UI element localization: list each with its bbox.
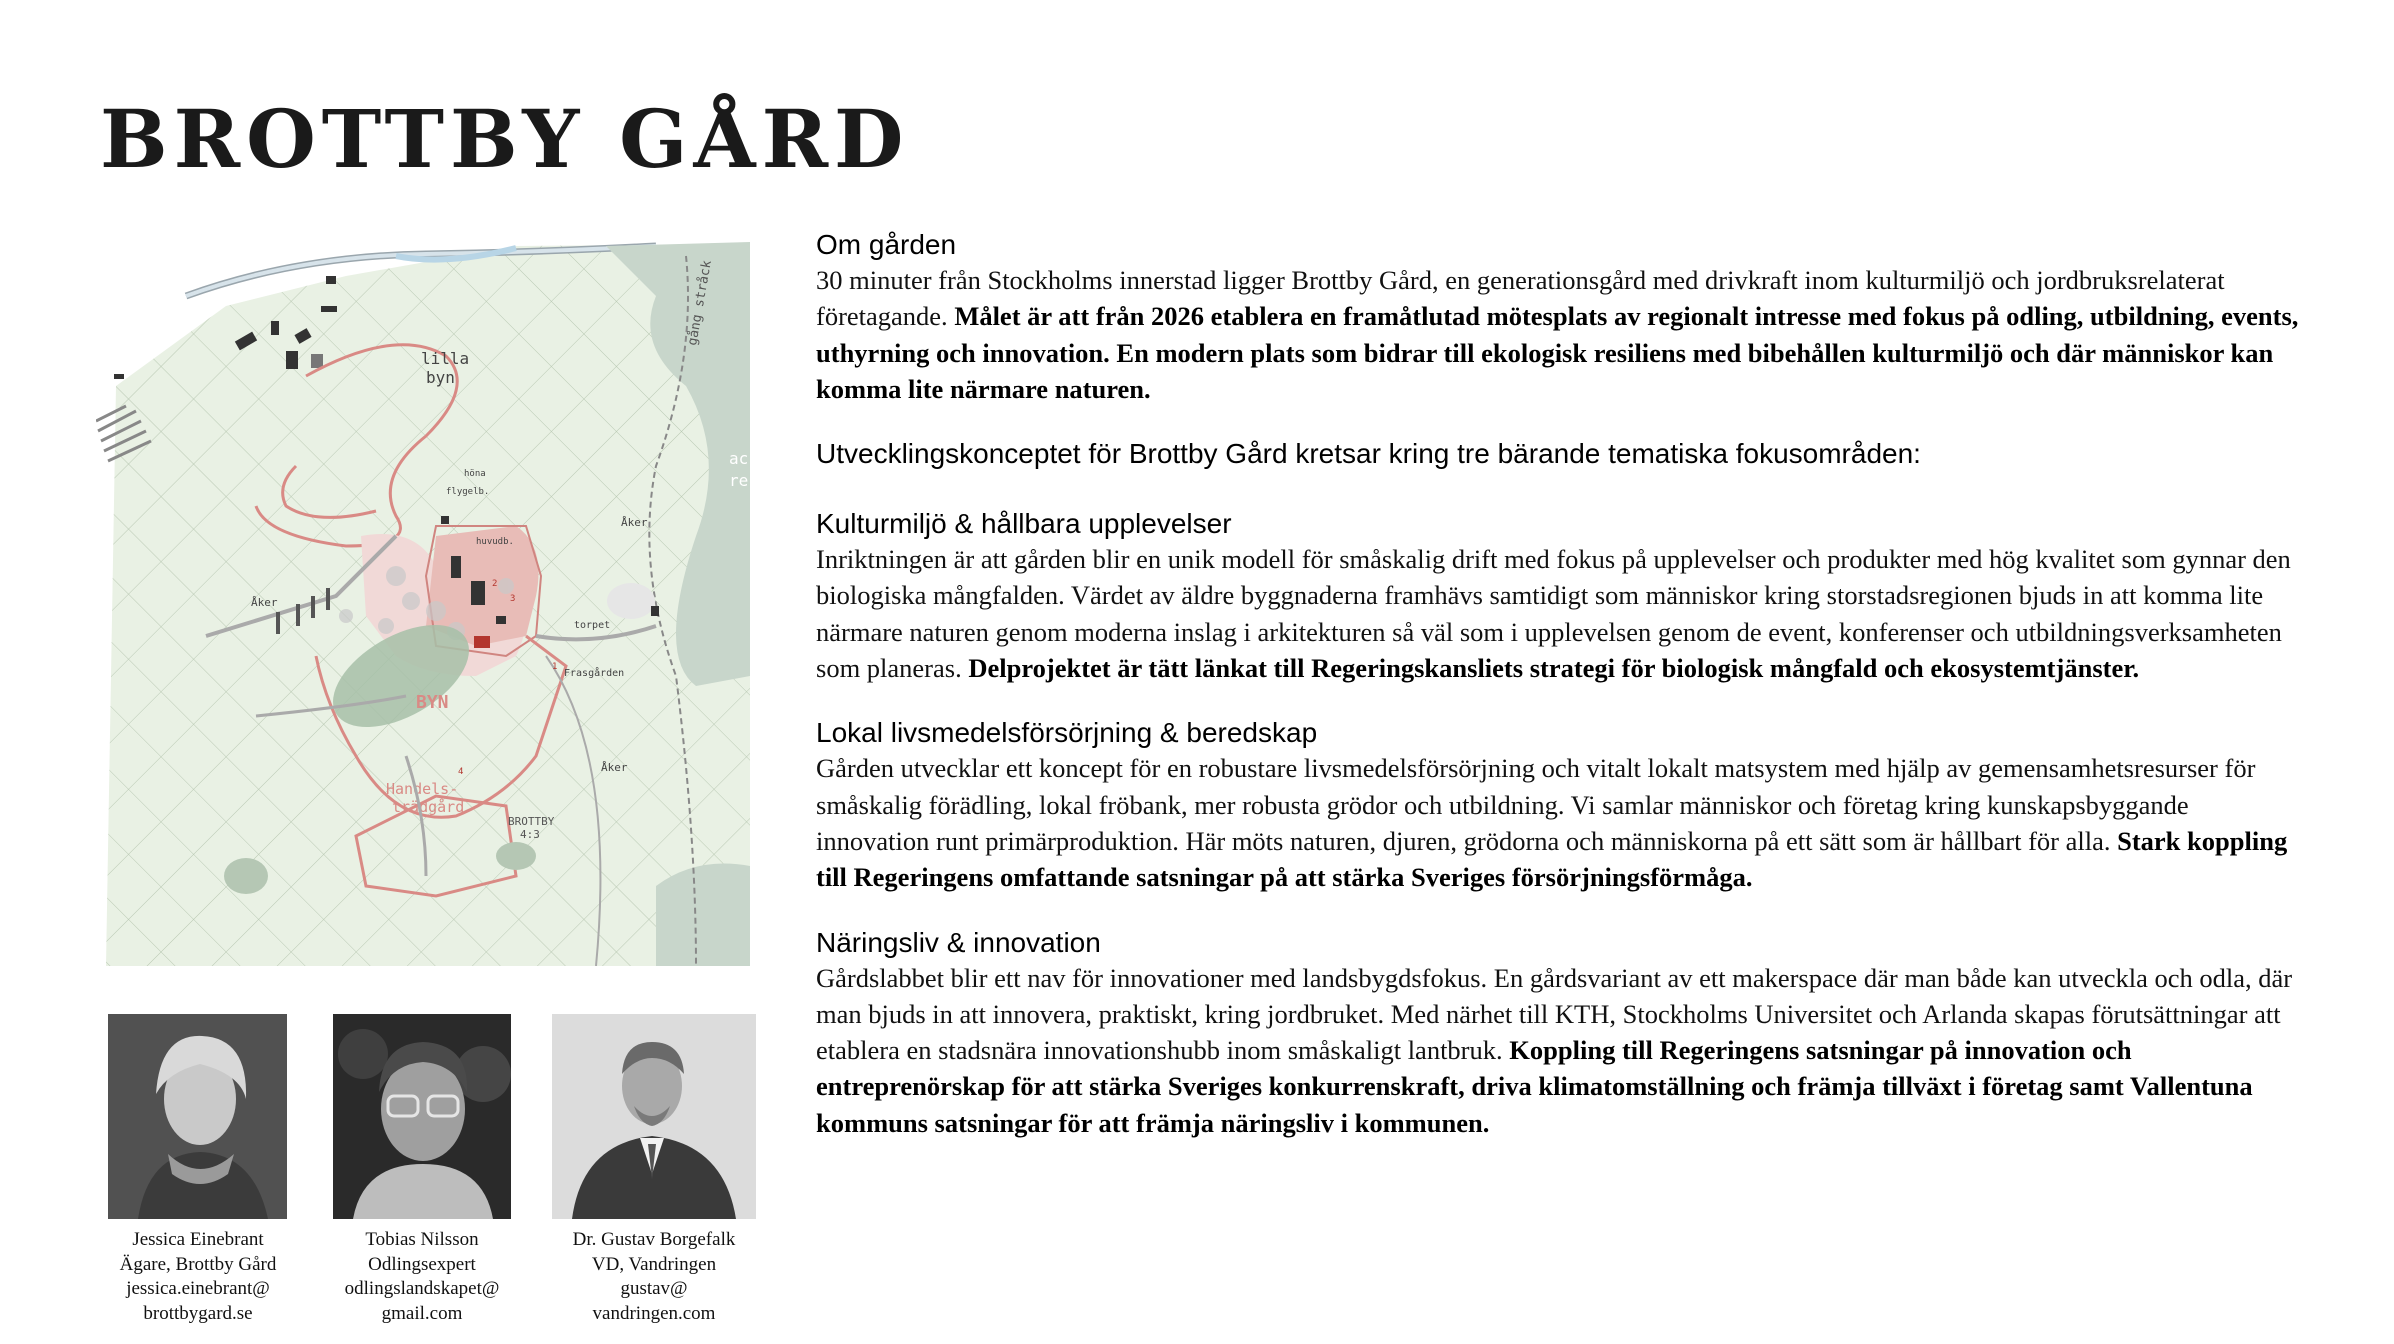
person-role: Odlingsexpert	[368, 1253, 476, 1275]
map-label-aker-2: Åker	[621, 516, 648, 529]
section-heading: Om gården	[816, 229, 957, 260]
person-email-line-2: gmail.com	[381, 1302, 463, 1324]
map-label-lilla: lilla	[421, 349, 470, 368]
map-label-gang: gång stråck	[685, 259, 715, 347]
site-plan-drawing	[96, 236, 750, 966]
map-label-byn-small: byn	[426, 368, 455, 387]
person-role: Ägare, Brottby Gård	[119, 1253, 277, 1275]
map-label-huvudb: huvudb.	[476, 537, 514, 547]
caption-gustav	[534, 1228, 774, 1326]
person-email-line-2: brottbygard.se	[143, 1302, 253, 1324]
map-label-hona: höna	[464, 469, 486, 479]
site-plan-map	[96, 236, 750, 966]
section-paragraph: Gårdslabbet blir ett nav för innovationer med landsbygdsfokus. En gårdsvariant av ett makerspace där man både kan utveckla och odla, där man bjuds in att innovera, praktiskt, kring jordbruket. Med närhet till KTH, Stockholms Universitet och Arlanda skapas förutsättningar att etablera en stadsnära innovationshubb inom småskaligt lantbruk. Koppling till Regeringens satsningar på innovation och entreprenörskap för att stärka Sveriges konkurrenskraft, driva klimatomställning och främja tillväxt i företag samt Vallentuna kommuns satsningar för att främja näringsliv i kommunen.	[816, 962, 2293, 1138]
person-name: Tobias Nilsson	[365, 1229, 479, 1250]
person-name: Jessica Einebrant	[132, 1229, 264, 1250]
section-naringsliv	[816, 926, 2306, 1141]
brottby-gard-logo: BROTTBY GÅRD	[100, 92, 910, 186]
section-kulturmiljo	[816, 507, 2306, 686]
person-role: VD, Vandringen	[591, 1253, 717, 1275]
content-column	[816, 228, 2306, 1171]
section-heading: Lokal livsmedelsförsörjning & beredskap	[816, 717, 1318, 749]
person-email-line-2: vandringen.com	[592, 1302, 716, 1324]
section-paragraph: 30 minuter från Stockholms innerstad ligger Brottby Gård, en generationsgård med drivkraft inom kulturmiljö och jordbruksrelaterat företagande. Målet är att från 2026 etablera en framåtlutad mötesplats av regionalt intresse med fokus på odling, utbildning, events, uthyrning och innovation. En modern plats som bidrar till ekologisk resiliens med bibehållen kulturmiljö och där människor kan komma lite närmare naturen.	[816, 265, 2299, 404]
map-label-byn: BYN	[416, 692, 449, 713]
section-om-garden	[816, 228, 2306, 407]
map-label-tradgard: trädgård	[392, 798, 465, 816]
map-label-num4: 4	[458, 767, 464, 777]
caption-tobias	[302, 1228, 542, 1326]
person-name: Dr. Gustav Borgefalk	[572, 1229, 736, 1250]
caption-jessica	[78, 1228, 318, 1326]
portrait-jessica	[108, 1014, 287, 1219]
person-email-line-1: odlingslandskapet@	[344, 1278, 500, 1299]
map-label-flygelb: flygelb.	[446, 487, 490, 497]
map-label-num1: 1	[552, 662, 558, 672]
map-label-brottby: BROTTBY	[508, 815, 555, 828]
concept-intro: Utvecklingskonceptet för Brottby Gård kretsar kring tre bärande tematiska fokusområden:	[816, 438, 1921, 470]
person-email-line-1: gustav@	[620, 1278, 688, 1299]
section-heading: Kulturmiljö & hållbara upplevelser	[816, 508, 1232, 540]
map-label-ac: ac	[729, 449, 749, 468]
portrait-gustav	[552, 1014, 756, 1219]
map-label-num2: 2	[492, 579, 498, 589]
map-label-frasgarden: Frasgården	[564, 668, 625, 679]
map-label-aker-1: Åker	[251, 596, 278, 609]
person-email-line-1: jessica.einebrant@	[126, 1278, 270, 1299]
map-label-handels: Handels-	[386, 780, 459, 798]
portrait-tobias	[333, 1014, 511, 1219]
section-heading: Näringsliv & innovation	[816, 926, 1101, 958]
map-label-brottby-num: 4:3	[520, 828, 540, 841]
map-label-num3: 3	[510, 594, 516, 604]
section-paragraph: Inriktningen är att gården blir en unik modell för småskalig drift med fokus på upplevelser och produkter med hög kvalitet som gynnar den biologiska mångfalden. Värdet av äldre byggnaderna framhävs samtidigt som människor kring storstadsregionen bjuds in att komma lite närmare naturen genom moderna inslag i arkitekturen så väl som i upplevelsen genom de event, konferenser och utbildningsverksamheten som planeras. Delprojektet är tätt länkat till Regeringskansliets strategi för biologisk mångfald och ekosystemtjänster.	[816, 544, 2291, 684]
map-label-torpet: torpet	[574, 620, 611, 631]
map-label-re: re	[729, 471, 749, 490]
section-lokal-livsmedel	[816, 716, 2306, 895]
map-label-aker-3: Åker	[601, 761, 628, 774]
section-paragraph: Gården utvecklar ett koncept för en robustare livsmedelsförsörjning och vitalt lokalt matsystem med hjälp av gemensamhetsresurser för småskalig förädling, lokal fröbank, mer robusta grödor och utbildning. Vi samlar människor och företag kring kunskapsbyggande innovation runt primärproduktion. Här möts naturen, djuren, grödorna och människorna på ett sätt som är hållbart för alla. Stark koppling till Regeringens omfattande satsningar på att stärka Sveriges försörjningsförmåga.	[816, 753, 2288, 893]
